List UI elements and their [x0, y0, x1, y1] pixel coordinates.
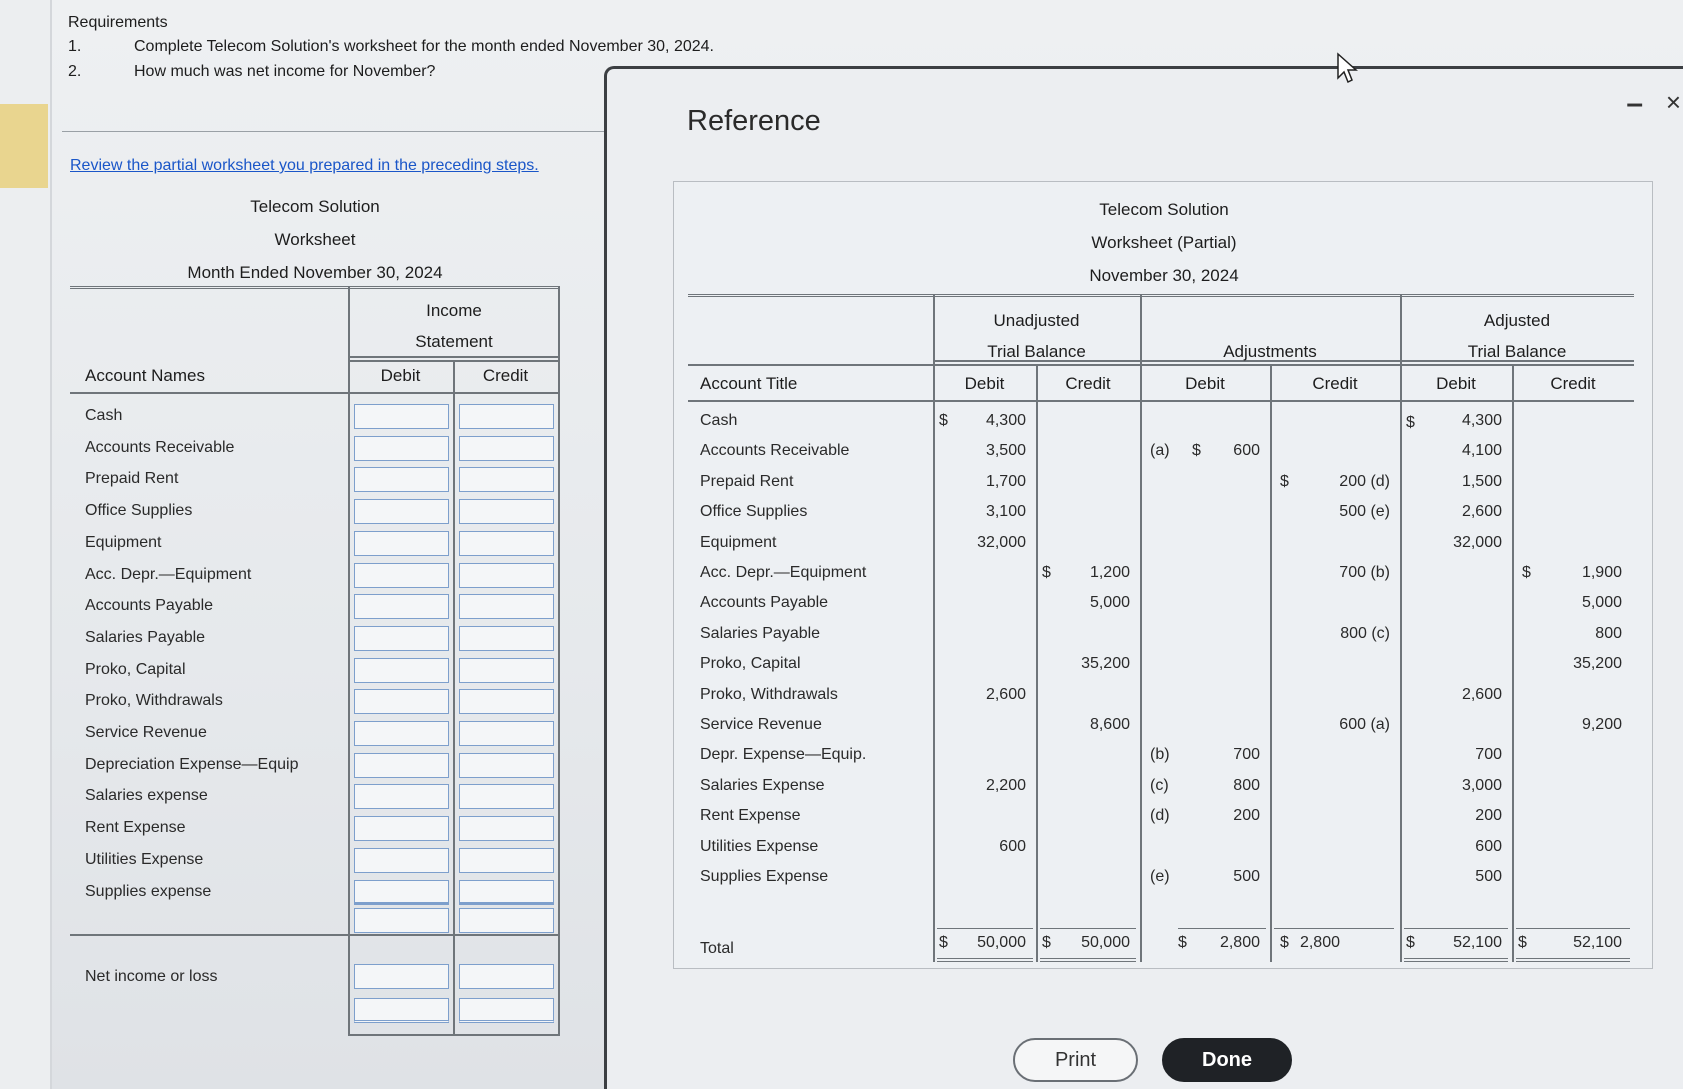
amount-atb-cr: 9,200 [1581, 716, 1622, 733]
credit-input[interactable] [459, 721, 554, 746]
credit-input[interactable] [459, 689, 554, 714]
net-income-debit-input[interactable] [354, 964, 449, 989]
net-total-debit-input[interactable] [354, 998, 449, 1023]
debit-input[interactable] [354, 848, 449, 873]
sum-rule [1516, 928, 1630, 929]
account-title: Utilities Expense [700, 838, 819, 855]
amount-utb-cr: 5,000 [1089, 594, 1130, 611]
account-title: Office Supplies [700, 503, 808, 520]
column-header-rule [688, 400, 1634, 402]
account-title: Rent Expense [700, 807, 801, 824]
total-rule [70, 934, 560, 936]
amount-adj-dr: 700 [1233, 746, 1260, 763]
adjusted-tb-header: Trial Balance [1467, 342, 1567, 361]
double-rule [1040, 958, 1136, 962]
amount-atb-dr: 500 [1475, 868, 1502, 885]
requirement-number: 2. [68, 63, 82, 80]
credit-input[interactable] [459, 499, 554, 524]
debit-input[interactable] [354, 816, 449, 841]
double-rule [1404, 958, 1508, 962]
column-divider [558, 286, 560, 1036]
total-utb-dr: 50,000 [977, 934, 1026, 951]
utb-credit-header: Credit [1065, 374, 1111, 393]
account-name: Salaries expense [85, 787, 208, 804]
adjustment-letter: (b) [1150, 746, 1170, 763]
adjustment-letter: (c) [1150, 777, 1169, 794]
account-name: Office Supplies [85, 502, 193, 519]
dollar-sign: $ [1042, 564, 1051, 581]
credit-input[interactable] [459, 784, 554, 809]
amount-atb-dr: 3,000 [1461, 777, 1502, 794]
account-title: Acc. Depr.—Equipment [700, 564, 867, 581]
account-title-header: Account Title [700, 374, 798, 393]
group-header-income: Income [426, 301, 482, 320]
column-divider [1270, 364, 1272, 962]
dollar-sign: $ [1518, 934, 1527, 951]
debit-input[interactable] [354, 689, 449, 714]
dollar-sign: $ [939, 412, 948, 429]
bottom-rule [348, 1034, 560, 1036]
unadjusted-header: Unadjusted [993, 311, 1080, 330]
amount-atb-cr: 5,000 [1581, 594, 1622, 611]
worksheet-title: Worksheet [274, 230, 356, 249]
credit-input[interactable] [459, 404, 554, 429]
dollar-sign: $ [1192, 442, 1201, 459]
dollar-sign: $ [1042, 934, 1051, 951]
account-title: Accounts Receivable [700, 442, 850, 459]
column-divider [348, 286, 350, 1036]
amount-atb-dr: 1,500 [1461, 473, 1502, 490]
reference-worksheet [673, 181, 1653, 969]
credit-input[interactable] [459, 436, 554, 461]
side-panel-highlight [0, 104, 48, 188]
account-title: Prepaid Rent [700, 473, 794, 490]
reference-dialog [604, 66, 1683, 1089]
credit-header: Credit [482, 366, 529, 385]
account-name: Equipment [85, 534, 162, 551]
group-header-statement: Statement [415, 332, 493, 351]
adjusted-header: Adjusted [1483, 311, 1551, 330]
debit-input[interactable] [354, 594, 449, 619]
sum-rule [1404, 928, 1508, 929]
reference-subtitle: Worksheet (Partial) [1091, 233, 1237, 252]
amount-adj-cr: 700 (b) [1339, 564, 1390, 581]
amount-atb-dr: 700 [1475, 746, 1502, 763]
account-title: Equipment [700, 534, 777, 551]
amount-utb-dr: 600 [999, 838, 1026, 855]
account-name: Prepaid Rent [85, 470, 179, 487]
dollar-sign: $ [1406, 934, 1415, 951]
net-income-credit-input[interactable] [459, 964, 554, 989]
requirements-title: Requirements [68, 14, 168, 31]
amount-utb-dr: 2,600 [985, 686, 1026, 703]
utb-debit-header: Debit [964, 374, 1005, 393]
debit-input[interactable] [354, 721, 449, 746]
column-divider [453, 360, 455, 1036]
minimize-icon[interactable]: – [1626, 87, 1643, 120]
worksheet-period: Month Ended November 30, 2024 [187, 263, 443, 282]
requirement-text: How much was net income for November? [134, 63, 436, 80]
amount-adj-dr: 600 [1233, 442, 1260, 459]
debit-input[interactable] [354, 499, 449, 524]
amount-adj-dr: 200 [1233, 807, 1260, 824]
total-adj-cr: 2,800 [1299, 934, 1340, 951]
dollar-sign: $ [1178, 934, 1187, 951]
amount-atb-cr: 800 [1595, 625, 1622, 642]
amount-atb-dr: 200 [1475, 807, 1502, 824]
done-button[interactable]: Done [1162, 1038, 1292, 1082]
reference-grid [688, 294, 1634, 964]
credit-input[interactable] [459, 563, 554, 588]
amount-utb-cr: 35,200 [1081, 655, 1130, 672]
account-name: Supplies expense [85, 883, 212, 900]
adj-credit-header: Credit [1312, 374, 1358, 393]
review-worksheet-link[interactable]: Review the partial worksheet you prepared in the preceding steps. [70, 157, 539, 174]
total-atb-dr: 52,100 [1453, 934, 1502, 951]
account-title: Proko, Capital [700, 655, 801, 672]
amount-utb-dr: 3,500 [985, 442, 1026, 459]
adjustment-letter: (d) [1150, 807, 1170, 824]
amount-adj-dr: 800 [1233, 777, 1260, 794]
total-atb-cr: 52,100 [1573, 934, 1622, 951]
requirement-item [68, 38, 714, 56]
account-title: Proko, Withdrawals [700, 686, 838, 703]
reference-date: November 30, 2024 [1089, 266, 1239, 285]
sum-rule [937, 928, 1033, 929]
total-debit-input[interactable] [354, 908, 449, 933]
account-names-header: Account Names [85, 366, 205, 385]
debit-input[interactable] [354, 753, 449, 778]
column-divider [1512, 364, 1514, 962]
reference-company: Telecom Solution [1099, 200, 1229, 219]
account-name: Service Revenue [85, 724, 207, 741]
amount-adj-cr: 600 (a) [1339, 716, 1390, 733]
total-utb-cr: 50,000 [1081, 934, 1130, 951]
total-credit-input[interactable] [459, 908, 554, 933]
amount-atb-dr: 600 [1475, 838, 1502, 855]
debit-input[interactable] [354, 467, 449, 492]
dollar-sign: $ [1522, 564, 1531, 581]
income-statement-worksheet [70, 286, 562, 1036]
account-title: Accounts Payable [700, 594, 829, 611]
debit-input[interactable] [354, 531, 449, 556]
sum-rule [1040, 928, 1136, 929]
adjustment-letter: (a) [1150, 442, 1170, 459]
account-name: Accounts Payable [85, 597, 214, 614]
amount-utb-dr: 2,200 [985, 777, 1026, 794]
sum-rule [1274, 928, 1394, 929]
group-rule [688, 364, 1634, 366]
total-label: Total [700, 940, 734, 957]
print-button[interactable]: Print [1013, 1038, 1138, 1082]
net-income-label: Net income or loss [85, 968, 218, 985]
credit-input[interactable] [459, 531, 554, 556]
account-name: Proko, Capital [85, 661, 186, 678]
account-name: Accounts Receivable [85, 439, 235, 456]
debit-input[interactable] [354, 658, 449, 683]
header-rule [70, 286, 560, 289]
double-rule [937, 958, 1033, 962]
account-title: Salaries Expense [700, 777, 825, 794]
account-name: Depreciation Expense—Equip [85, 756, 299, 773]
account-name: Acc. Depr.—Equipment [85, 566, 252, 583]
mouse-cursor-icon [1336, 52, 1358, 84]
credit-input[interactable] [459, 594, 554, 619]
column-divider [1140, 294, 1142, 962]
account-name: Rent Expense [85, 819, 186, 836]
amount-adj-dr: 500 [1233, 868, 1260, 885]
adjustments-header: Adjustments [1223, 342, 1317, 361]
dollar-sign: $ [1280, 934, 1289, 951]
credit-input[interactable] [459, 626, 554, 651]
amount-atb-dr: 4,100 [1461, 442, 1502, 459]
amount-utb-dr: 32,000 [977, 534, 1026, 551]
amount-adj-cr: 200 (d) [1339, 473, 1390, 490]
column-header-rule [70, 392, 560, 394]
account-title: Salaries Payable [700, 625, 821, 642]
adj-debit-header: Debit [1185, 374, 1225, 393]
debit-header: Debit [380, 366, 421, 385]
debit-input[interactable] [354, 880, 449, 905]
amount-atb-dr: 2,600 [1461, 686, 1502, 703]
debit-input[interactable] [354, 436, 449, 461]
column-divider [1400, 294, 1402, 962]
dollar-sign: $ [1406, 414, 1415, 431]
account-title: Depr. Expense—Equip. [700, 746, 867, 763]
worksheet-company: Telecom Solution [250, 197, 380, 216]
account-title: Supplies Expense [700, 868, 829, 885]
column-divider [933, 294, 935, 962]
account-title: Cash [700, 412, 738, 429]
requirement-text: Complete Telecom Solution's worksheet for the month ended November 30, 2024. [134, 38, 714, 55]
credit-input[interactable] [459, 880, 554, 905]
amount-utb-dr: 4,300 [985, 412, 1026, 429]
debit-input[interactable] [354, 563, 449, 588]
section-divider [62, 131, 604, 132]
unadjusted-tb-header: Trial Balance [987, 342, 1086, 361]
debit-input[interactable] [354, 404, 449, 429]
double-rule [1516, 958, 1630, 962]
amount-atb-cr: 1,900 [1581, 564, 1622, 581]
dialog-title: Reference [687, 105, 821, 137]
atb-debit-header: Debit [1436, 374, 1476, 393]
net-total-credit-input[interactable] [459, 998, 554, 1023]
atb-credit-header: Credit [1550, 374, 1596, 393]
requirement-number: 1. [68, 38, 82, 55]
account-name: Utilities Expense [85, 851, 204, 868]
amount-adj-cr: 500 (e) [1339, 503, 1390, 520]
amount-atb-cr: 35,200 [1573, 655, 1622, 672]
amount-utb-dr: 3,100 [985, 503, 1026, 520]
credit-input[interactable] [459, 753, 554, 778]
credit-input[interactable] [459, 467, 554, 492]
dollar-sign: $ [939, 934, 948, 951]
amount-atb-dr: 4,300 [1461, 412, 1502, 429]
dollar-sign: $ [1280, 473, 1289, 490]
account-name: Proko, Withdrawals [85, 692, 223, 709]
credit-input[interactable] [459, 816, 554, 841]
amount-utb-cr: 8,600 [1089, 716, 1130, 733]
credit-input[interactable] [459, 658, 554, 683]
amount-atb-dr: 32,000 [1453, 534, 1502, 551]
amount-utb-dr: 1,700 [985, 473, 1026, 490]
debit-input[interactable] [354, 784, 449, 809]
total-adj-dr: 2,800 [1219, 934, 1260, 951]
amount-adj-cr: 800 (c) [1340, 625, 1390, 642]
amount-utb-cr: 1,200 [1089, 564, 1130, 581]
adjustment-letter: (e) [1150, 868, 1170, 885]
debit-input[interactable] [354, 626, 449, 651]
account-name: Cash [85, 407, 123, 424]
close-icon[interactable]: × [1665, 87, 1681, 117]
header-rule [688, 294, 1634, 297]
account-title: Service Revenue [700, 716, 822, 733]
left-side-panel [0, 0, 52, 1089]
group-rule [348, 356, 560, 358]
sum-rule [1178, 928, 1266, 929]
credit-input[interactable] [459, 848, 554, 873]
account-name: Salaries Payable [85, 629, 206, 646]
amount-atb-dr: 2,600 [1461, 503, 1502, 520]
